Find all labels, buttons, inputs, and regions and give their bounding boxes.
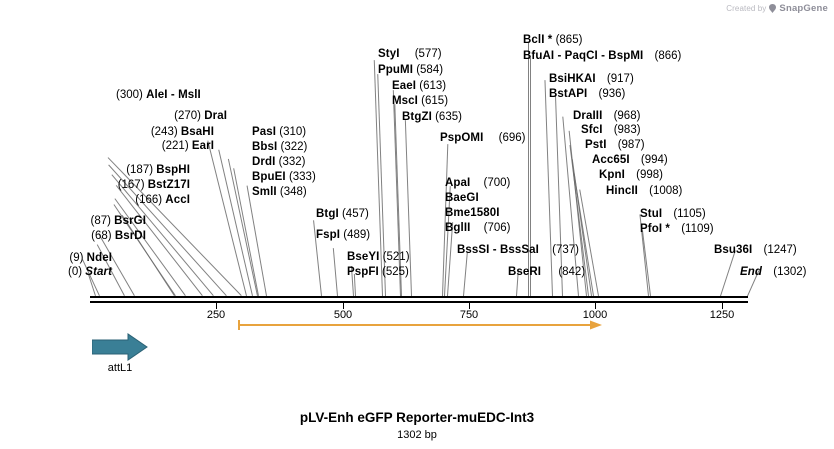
site-position: (270) [174, 110, 202, 122]
site-name: Acc65I [592, 154, 630, 166]
leader-line [247, 186, 267, 296]
backbone-line-top [90, 296, 748, 298]
site-label-pspomi[interactable] [440, 132, 525, 145]
site-position: (696) [498, 132, 526, 144]
site-position: (842) [558, 266, 586, 278]
site-position: (577) [414, 48, 442, 60]
site-label-bseyi[interactable] [347, 251, 410, 264]
site-name: StyI [378, 48, 400, 60]
site-position: (489) [343, 229, 371, 241]
site-label-bbsi[interactable] [252, 141, 307, 154]
site-label-bglii[interactable] [445, 222, 510, 235]
site-position: (167) [117, 179, 145, 191]
site-position: (87) [90, 215, 111, 227]
site-label-bseri[interactable] [508, 266, 585, 279]
site-position: (1105) [673, 208, 706, 220]
leader-line [528, 42, 529, 296]
site-name: HincII [606, 185, 638, 197]
site-name: BfuAI - PaqCI - BspMI [523, 50, 644, 62]
site-label-hincii[interactable] [606, 185, 682, 198]
feature-attl1[interactable] [92, 333, 148, 361]
site-name: BstAPI [549, 88, 588, 100]
site-position: (866) [654, 50, 682, 62]
site-label-eari[interactable] [0, 140, 214, 153]
site-position: (987) [617, 139, 645, 151]
credit-prefix: Created by [726, 4, 767, 13]
site-label-acci[interactable] [0, 194, 190, 207]
site-position: (1008) [649, 185, 683, 197]
site-name: BtgZI [402, 111, 432, 123]
site-label-bfuai-paqci-bspmi[interactable] [523, 50, 681, 63]
site-name: Start [85, 266, 112, 278]
site-name: BsaHI [180, 126, 214, 138]
site-name: BseYI [347, 251, 380, 263]
site-label-bsihkai[interactable] [549, 73, 634, 86]
ruler-tick-label: 1000 [582, 309, 608, 321]
site-name: MscI [392, 95, 418, 107]
site-name: PpuMI [378, 64, 413, 76]
site-label-apai[interactable] [445, 177, 510, 190]
site-position: (221) [161, 140, 189, 152]
site-name: BsrGI [114, 215, 146, 227]
site-label-bsahi[interactable] [0, 126, 214, 139]
site-label-smli[interactable] [252, 186, 307, 199]
site-position: (1109) [681, 223, 714, 235]
plasmid-backbone [90, 296, 748, 321]
site-position: (166) [135, 194, 163, 206]
site-position: (310) [279, 126, 307, 138]
site-position: (613) [419, 80, 447, 92]
ruler-tick-label: 1250 [709, 309, 735, 321]
site-name: BspHI [156, 164, 190, 176]
site-position: (994) [640, 154, 668, 166]
site-position: (243) [150, 126, 178, 138]
site-name: BsrDI [114, 230, 146, 242]
ruler-tick-label: 750 [459, 309, 479, 321]
region-span-arrow [238, 320, 602, 330]
site-name: PspFI [347, 266, 379, 278]
site-name: AccI [165, 194, 190, 206]
site-name: EaeI [392, 80, 417, 92]
site-label-btgi[interactable] [316, 208, 369, 221]
site-position: (322) [280, 141, 308, 153]
site-position: (348) [279, 186, 307, 198]
site-name: PfoI * [640, 223, 670, 235]
site-position: (1302) [773, 266, 807, 278]
site-name: SmlI [252, 186, 277, 198]
site-position: (1247) [763, 244, 797, 256]
site-position: (865) [555, 34, 583, 46]
site-label-bsu36i[interactable] [714, 244, 797, 257]
site-label-msci[interactable] [392, 95, 448, 108]
site-position: (300) [116, 89, 143, 101]
site-position: (332) [278, 156, 306, 168]
site-name: DraIII [573, 110, 603, 122]
site-name: BstZ17I [147, 179, 190, 191]
site-position: (584) [416, 64, 444, 76]
site-label-bsrgi[interactable] [0, 215, 146, 228]
site-position: (525) [382, 266, 409, 278]
site-name: BtgI [316, 208, 339, 220]
feature-label-attl1: attL1 [107, 362, 133, 374]
site-name: PspOMI [440, 132, 484, 144]
site-name: BglII [445, 222, 471, 234]
site-label-eaei[interactable] [392, 80, 446, 93]
site-name: EarI [191, 140, 214, 152]
site-name: KpnI [599, 169, 625, 181]
ruler-tick-label: 250 [206, 309, 226, 321]
leader-line [544, 80, 553, 296]
site-label-end[interactable] [740, 266, 806, 279]
site-position: (737) [552, 244, 580, 256]
site-label-bsphi[interactable] [0, 164, 190, 177]
site-position: (457) [341, 208, 369, 220]
site-name: End [740, 266, 763, 278]
site-label-drai[interactable] [0, 110, 227, 123]
site-label-ndei[interactable] [0, 252, 112, 265]
site-position: (635) [435, 111, 462, 123]
site-name: Bme1580I [445, 207, 500, 219]
site-name: BsiHKAI [549, 73, 596, 85]
site-position: (615) [421, 95, 449, 107]
site-name: SfcI [581, 124, 603, 136]
site-position: (917) [606, 73, 634, 85]
leader-line [333, 248, 338, 296]
site-label-pfoi[interactable] [640, 223, 714, 236]
site-label-pspfi[interactable] [347, 266, 409, 279]
site-label-psti[interactable] [585, 139, 645, 152]
snapgene-credit [726, 3, 828, 14]
site-label-pasi[interactable] [252, 126, 306, 139]
site-label-baegi[interactable] [445, 192, 479, 205]
site-position: (187) [126, 164, 154, 176]
site-name: StuI [640, 208, 663, 220]
site-label-btgzi[interactable] [402, 111, 462, 124]
site-name: NdeI [86, 252, 112, 264]
site-position: (706) [483, 222, 511, 234]
site-label-bpuei[interactable] [252, 171, 316, 184]
site-label-draiii[interactable] [573, 110, 640, 123]
site-label-drdi[interactable] [252, 156, 305, 169]
site-position: (998) [636, 169, 664, 181]
site-position: (333) [288, 171, 316, 183]
backbone-line-bottom [90, 301, 748, 303]
site-label-bstz17i[interactable] [0, 179, 190, 192]
site-label-styi[interactable] [378, 48, 442, 61]
snapgene-logo-icon [769, 4, 776, 13]
credit-brand: SnapGene [779, 3, 828, 14]
site-name: FspI [316, 229, 341, 241]
site-name: DraI [204, 110, 227, 122]
site-label-bsssi-bssssai[interactable] [457, 244, 579, 257]
site-label-bcli[interactable] [523, 34, 582, 47]
site-name: BaeGI [445, 192, 479, 204]
site-name: BpuEI [252, 171, 286, 183]
site-label-start[interactable] [0, 266, 112, 279]
leader-line [218, 150, 253, 296]
site-position: (9) [69, 252, 84, 264]
page-title: pLV-Enh eGFP Reporter-muEDC-Int3 [299, 410, 535, 425]
site-label-acc65i[interactable] [592, 154, 668, 167]
site-name: PstI [585, 139, 607, 151]
site-label-alei-msli[interactable] [116, 89, 201, 102]
site-position: (983) [613, 124, 641, 136]
site-label-bme1580i[interactable] [445, 207, 500, 220]
site-name: BssSI - BssSaI [457, 244, 539, 256]
site-label-bstapi[interactable] [549, 88, 625, 101]
site-name: DrdI [252, 156, 276, 168]
leader-line [530, 58, 531, 296]
site-name: BseRI [508, 266, 542, 278]
site-position: (968) [613, 110, 641, 122]
ruler-tick-label: 500 [333, 309, 353, 321]
site-position: (936) [598, 88, 626, 100]
site-position: (700) [483, 177, 511, 189]
site-label-fspi[interactable] [316, 229, 370, 242]
site-label-bsrdi[interactable] [0, 230, 146, 243]
site-label-sfci[interactable] [581, 124, 641, 137]
site-position: (68) [91, 230, 112, 242]
leader-line [463, 252, 468, 296]
site-label-kpni[interactable] [599, 169, 663, 182]
site-name: Bsu36I [714, 244, 753, 256]
site-label-stui[interactable] [640, 208, 706, 221]
site-label-ppumi[interactable] [378, 64, 443, 77]
site-name: PasI [252, 126, 277, 138]
site-name: BbsI [252, 141, 278, 153]
site-name: AleI - MslI [146, 89, 201, 101]
plasmid-length: 1302 bp [397, 429, 437, 441]
site-name: ApaI [445, 177, 471, 189]
leader-line [720, 250, 736, 296]
site-name: BclI * [523, 34, 553, 46]
site-position: (521) [382, 251, 410, 263]
site-position: (0) [68, 266, 83, 278]
